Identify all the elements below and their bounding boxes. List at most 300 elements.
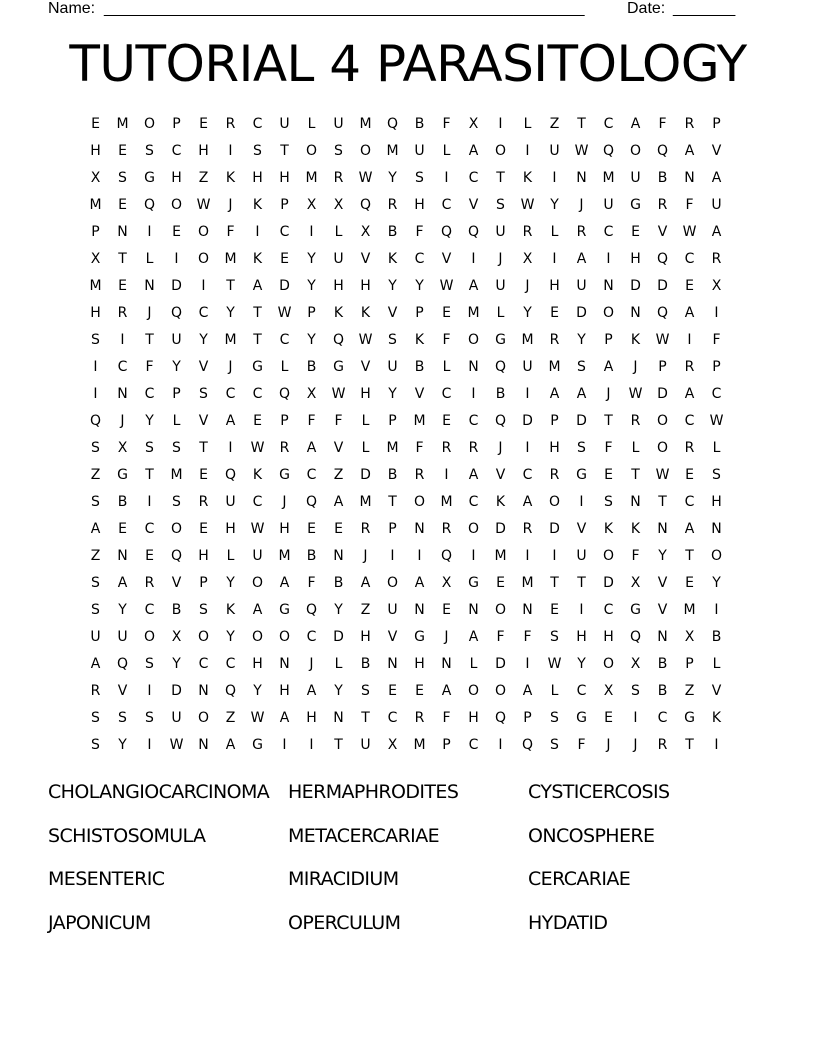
grid-letter: F: [226, 224, 235, 240]
grid-letter: R: [414, 710, 425, 726]
grid-letter: N: [198, 683, 209, 699]
grid-letter: S: [334, 143, 343, 159]
grid-letter: K: [630, 332, 641, 348]
word-list-item: MIRACIDIUM: [288, 868, 399, 890]
grid-letter: H: [90, 305, 101, 321]
grid-letter: T: [685, 548, 694, 564]
grid-letter: C: [198, 305, 209, 321]
word-list-item: CYSTICERCOSIS: [528, 781, 670, 803]
grid-letter: N: [198, 737, 209, 753]
grid-letter: E: [685, 278, 694, 294]
grid-letter: W: [547, 656, 562, 672]
grid-letter: L: [280, 359, 289, 375]
grid-letter: S: [118, 710, 127, 726]
grid-letter: E: [199, 116, 208, 132]
grid-row: [82, 303, 730, 330]
grid-letter: U: [711, 197, 722, 213]
grid-letter: E: [118, 521, 127, 537]
grid-letter: M: [548, 359, 561, 375]
grid-letter: G: [576, 710, 587, 726]
grid-letter: I: [444, 170, 449, 186]
grid-letter: A: [306, 440, 317, 456]
grid-letter: V: [657, 575, 668, 591]
grid-letter: C: [198, 656, 209, 672]
grid-letter: Q: [521, 737, 534, 753]
grid-letter: Q: [305, 494, 318, 510]
grid-letter: K: [522, 170, 533, 186]
grid-letter: P: [712, 116, 721, 132]
grid-letter: I: [471, 386, 476, 402]
grid-row: [82, 735, 730, 762]
grid-letter: J: [498, 251, 503, 267]
grid-letter: Z: [549, 116, 560, 132]
grid-letter: V: [333, 440, 344, 456]
grid-letter: O: [413, 494, 426, 510]
grid-letter: X: [630, 575, 641, 591]
grid-letter: K: [360, 305, 371, 321]
grid-letter: H: [252, 170, 263, 186]
grid-letter: L: [226, 548, 235, 564]
grid-letter: Q: [656, 143, 669, 159]
grid-letter: V: [360, 359, 371, 375]
grid-letter: Y: [658, 548, 667, 564]
grid-letter: F: [658, 116, 667, 132]
grid-letter: U: [603, 197, 614, 213]
grid-letter: Y: [307, 278, 316, 294]
grid-letter: M: [170, 467, 183, 483]
grid-letter: W: [169, 737, 184, 753]
grid-letter: F: [307, 413, 316, 429]
grid-letter: X: [333, 197, 344, 213]
grid-letter: W: [250, 521, 265, 537]
grid-letter: N: [657, 521, 668, 537]
grid-letter: E: [496, 575, 505, 591]
grid-letter: C: [711, 386, 722, 402]
grid-letter: D: [522, 413, 533, 429]
grid-letter: S: [91, 737, 100, 753]
grid-letter: U: [630, 170, 641, 186]
grid-letter: C: [252, 386, 263, 402]
grid-letter: R: [711, 251, 722, 267]
grid-letter: I: [552, 170, 557, 186]
grid-letter: N: [630, 494, 641, 510]
grid-letter: P: [415, 305, 424, 321]
grid-letter: I: [147, 494, 152, 510]
grid-row: [82, 708, 730, 735]
grid-letter: M: [359, 116, 372, 132]
grid-letter: E: [199, 521, 208, 537]
grid-letter: M: [602, 170, 615, 186]
grid-letter: A: [279, 575, 290, 591]
grid-letter: C: [414, 251, 425, 267]
grid-letter: X: [117, 440, 128, 456]
grid-letter: Z: [684, 683, 695, 699]
grid-letter: L: [334, 656, 343, 672]
grid-letter: W: [277, 305, 292, 321]
grid-letter: O: [386, 575, 399, 591]
grid-letter: I: [606, 251, 611, 267]
grid-letter: R: [387, 197, 398, 213]
grid-letter: N: [630, 305, 641, 321]
grid-letter: Q: [494, 413, 507, 429]
grid-letter: E: [118, 197, 127, 213]
grid-letter: W: [196, 197, 211, 213]
word-list-item: HERMAPHRODITES: [288, 781, 459, 803]
grid-letter: V: [387, 305, 398, 321]
grid-letter: C: [171, 143, 182, 159]
grid-letter: V: [441, 251, 452, 267]
grid-letter: Z: [90, 548, 101, 564]
grid-letter: A: [252, 278, 263, 294]
grid-letter: A: [684, 386, 695, 402]
grid-letter: T: [199, 440, 208, 456]
grid-letter: Y: [226, 629, 235, 645]
grid-letter: W: [682, 224, 697, 240]
grid-letter: S: [199, 602, 208, 618]
grid-letter: Z: [333, 467, 344, 483]
grid-letter: U: [522, 359, 533, 375]
grid-letter: S: [415, 170, 424, 186]
grid-letter: N: [414, 602, 425, 618]
grid-letter: S: [604, 494, 613, 510]
grid-letter: R: [522, 521, 533, 537]
grid-letter: Q: [224, 683, 237, 699]
grid-letter: C: [576, 683, 587, 699]
grid-letter: D: [495, 521, 506, 537]
grid-letter: A: [711, 170, 722, 186]
grid-letter: Z: [198, 170, 209, 186]
grid-letter: R: [360, 521, 371, 537]
grid-letter: Y: [388, 386, 397, 402]
grid-letter: U: [333, 251, 344, 267]
grid-letter: Q: [494, 359, 507, 375]
grid-letter: B: [333, 575, 344, 591]
grid-letter: E: [388, 683, 397, 699]
grid-letter: T: [658, 494, 667, 510]
grid-letter: V: [171, 575, 182, 591]
grid-letter: B: [306, 359, 317, 375]
grid-letter: H: [171, 170, 182, 186]
grid-letter: W: [520, 197, 535, 213]
grid-letter: G: [468, 575, 479, 591]
grid-letter: L: [334, 224, 343, 240]
grid-letter: G: [144, 170, 155, 186]
grid-letter: S: [172, 494, 181, 510]
grid-letter: G: [684, 710, 695, 726]
grid-letter: V: [657, 224, 668, 240]
grid-letter: T: [334, 737, 343, 753]
grid-letter: C: [144, 386, 155, 402]
grid-letter: R: [333, 170, 344, 186]
grid-letter: I: [228, 440, 233, 456]
grid-letter: S: [145, 710, 154, 726]
grid-letter: W: [439, 278, 454, 294]
grid-letter: J: [309, 656, 314, 672]
grid-letter: U: [576, 548, 587, 564]
grid-letter: D: [657, 278, 668, 294]
grid-letter: X: [522, 251, 533, 267]
grid-letter: R: [90, 683, 101, 699]
grid-letter: B: [387, 467, 398, 483]
grid-letter: I: [282, 737, 287, 753]
word-list-item: ONCOSPHERE: [528, 824, 655, 847]
grid-letter: R: [630, 413, 641, 429]
grid-letter: E: [118, 278, 127, 294]
grid-letter: T: [604, 413, 613, 429]
grid-row: [82, 141, 730, 168]
grid-letter: A: [252, 602, 263, 618]
grid-letter: Y: [388, 278, 397, 294]
grid-letter: V: [414, 386, 425, 402]
grid-letter: B: [657, 656, 668, 672]
grid-letter: L: [550, 683, 559, 699]
grid-letter: P: [91, 224, 100, 240]
grid-letter: E: [118, 143, 127, 159]
grid-letter: U: [414, 143, 425, 159]
grid-letter: M: [89, 197, 102, 213]
grid-letter: N: [711, 521, 722, 537]
grid-letter: Y: [226, 575, 235, 591]
grid-letter: R: [441, 440, 452, 456]
grid-letter: S: [712, 467, 721, 483]
grid-letter: O: [494, 683, 507, 699]
grid-letter: I: [93, 359, 98, 375]
grid-letter: J: [606, 737, 611, 753]
grid-letter: J: [525, 278, 530, 294]
grid-letter: I: [579, 602, 584, 618]
grid-letter: R: [657, 197, 668, 213]
grid-letter: R: [117, 305, 128, 321]
grid-row: [82, 114, 730, 141]
grid-letter: I: [633, 710, 638, 726]
grid-letter: J: [147, 305, 152, 321]
grid-letter: L: [361, 440, 370, 456]
grid-letter: R: [144, 575, 155, 591]
grid-letter: G: [279, 467, 290, 483]
grid-letter: S: [550, 737, 559, 753]
grid-letter: X: [684, 629, 695, 645]
grid-letter: L: [712, 656, 721, 672]
grid-letter: S: [550, 629, 559, 645]
grid-letter: T: [361, 710, 370, 726]
grid-letter: G: [333, 359, 344, 375]
grid-letter: Y: [226, 305, 235, 321]
grid-row: [82, 330, 730, 357]
grid-letter: A: [468, 143, 479, 159]
grid-letter: K: [387, 251, 398, 267]
grid-letter: P: [307, 305, 316, 321]
grid-letter: Q: [656, 251, 669, 267]
grid-letter: C: [468, 170, 479, 186]
grid-letter: T: [685, 737, 694, 753]
grid-letter: T: [577, 116, 586, 132]
grid-letter: R: [225, 116, 236, 132]
grid-letter: G: [495, 332, 506, 348]
grid-letter: H: [549, 278, 560, 294]
grid-letter: P: [172, 116, 181, 132]
grid-letter: T: [280, 143, 289, 159]
grid-letter: O: [602, 656, 615, 672]
grid-letter: I: [579, 494, 584, 510]
grid-letter: C: [603, 224, 614, 240]
grid-letter: X: [711, 278, 722, 294]
grid-letter: H: [630, 251, 641, 267]
grid-letter: A: [576, 251, 587, 267]
page-title: TUTORIAL 4 PARASITOLOGY: [69, 35, 747, 93]
grid-letter: A: [684, 305, 695, 321]
grid-letter: M: [413, 737, 426, 753]
grid-letter: H: [333, 278, 344, 294]
grid-letter: A: [603, 359, 614, 375]
grid-letter: N: [117, 224, 128, 240]
grid-letter: O: [602, 305, 615, 321]
grid-letter: H: [279, 170, 290, 186]
grid-letter: R: [414, 467, 425, 483]
grid-letter: E: [442, 602, 451, 618]
grid-letter: D: [171, 278, 182, 294]
word-list-item: CERCARIAE: [528, 868, 631, 890]
grid-letter: X: [90, 251, 101, 267]
grid-letter: R: [279, 440, 290, 456]
grid-letter: X: [603, 683, 614, 699]
grid-letter: O: [170, 197, 183, 213]
grid-letter: V: [576, 521, 587, 537]
grid-letter: A: [306, 683, 317, 699]
grid-letter: X: [387, 737, 398, 753]
grid-letter: I: [552, 251, 557, 267]
grid-letter: B: [414, 116, 425, 132]
grid-letter: R: [522, 224, 533, 240]
grid-letter: Q: [602, 143, 615, 159]
grid-letter: S: [145, 143, 154, 159]
grid-letter: V: [198, 413, 209, 429]
grid-letter: C: [468, 494, 479, 510]
grid-letter: N: [117, 548, 128, 564]
grid-letter: Y: [172, 359, 181, 375]
grid-row: [82, 627, 730, 654]
grid-letter: I: [390, 548, 395, 564]
grid-letter: J: [228, 197, 233, 213]
grid-letter: B: [117, 494, 128, 510]
grid-letter: K: [225, 170, 236, 186]
grid-letter: I: [309, 224, 314, 240]
word-list-item: METACERCARIAE: [288, 824, 439, 847]
grid-letter: O: [467, 332, 480, 348]
grid-letter: S: [631, 683, 640, 699]
grid-letter: A: [279, 710, 290, 726]
grid-letter: C: [603, 116, 614, 132]
grid-letter: A: [468, 629, 479, 645]
grid-letter: G: [252, 359, 263, 375]
grid-letter: C: [306, 629, 317, 645]
grid-letter: H: [576, 629, 587, 645]
grid-letter: A: [333, 494, 344, 510]
grid-letter: Y: [118, 602, 127, 618]
word-list-item: MESENTERIC: [48, 868, 165, 890]
grid-letter: S: [253, 143, 262, 159]
grid-letter: C: [252, 116, 263, 132]
grid-letter: I: [93, 386, 98, 402]
grid-letter: I: [525, 143, 530, 159]
grid-letter: L: [550, 224, 559, 240]
grid-letter: R: [657, 737, 668, 753]
grid-letter: S: [172, 440, 181, 456]
grid-letter: T: [496, 170, 505, 186]
grid-letter: C: [684, 494, 695, 510]
grid-letter: L: [307, 116, 316, 132]
grid-letter: S: [145, 440, 154, 456]
grid-letter: K: [333, 305, 344, 321]
grid-letter: L: [469, 656, 478, 672]
grid-letter: L: [631, 440, 640, 456]
grid-letter: H: [468, 710, 479, 726]
grid-letter: C: [684, 413, 695, 429]
grid-letter: S: [199, 386, 208, 402]
grid-letter: F: [577, 737, 586, 753]
grid-letter: M: [521, 332, 534, 348]
grid-letter: T: [145, 467, 154, 483]
grid-letter: N: [468, 602, 479, 618]
word-list: [48, 778, 768, 952]
grid-row: [82, 681, 730, 708]
grid-letter: O: [602, 548, 615, 564]
grid-letter: I: [714, 305, 719, 321]
grid-letter: F: [415, 224, 424, 240]
grid-letter: O: [359, 143, 372, 159]
word-list-item: SCHISTOSOMULA: [48, 824, 206, 847]
grid-row: [82, 168, 730, 195]
grid-letter: A: [549, 386, 560, 402]
grid-letter: P: [172, 386, 181, 402]
grid-letter: Y: [577, 656, 586, 672]
grid-letter: L: [496, 305, 505, 321]
grid-letter: M: [278, 548, 291, 564]
grid-letter: Q: [89, 413, 102, 429]
grid-letter: C: [603, 602, 614, 618]
grid-letter: E: [334, 521, 343, 537]
grid-letter: R: [468, 440, 479, 456]
grid-letter: F: [145, 359, 154, 375]
grid-letter: I: [714, 737, 719, 753]
grid-letter: E: [280, 251, 289, 267]
grid-letter: M: [224, 251, 237, 267]
grid-letter: O: [494, 602, 507, 618]
grid-letter: N: [387, 656, 398, 672]
grid-letter: S: [91, 332, 100, 348]
grid-letter: A: [441, 683, 452, 699]
grid-letter: T: [388, 494, 397, 510]
grid-letter: Q: [359, 197, 372, 213]
grid-letter: M: [683, 602, 696, 618]
grid-letter: X: [90, 170, 101, 186]
grid-letter: O: [548, 494, 561, 510]
grid-letter: B: [657, 683, 668, 699]
grid-letter: K: [495, 494, 506, 510]
grid-letter: K: [711, 710, 722, 726]
grid-row: [82, 465, 730, 492]
grid-letter: J: [363, 548, 368, 564]
grid-letter: Q: [332, 332, 345, 348]
grid-letter: Y: [307, 332, 316, 348]
grid-letter: W: [358, 332, 373, 348]
grid-letter: D: [576, 413, 587, 429]
grid-letter: M: [494, 548, 507, 564]
grid-letter: E: [550, 602, 559, 618]
grid-letter: W: [250, 440, 265, 456]
grid-letter: T: [631, 467, 640, 483]
grid-letter: A: [711, 224, 722, 240]
grid-letter: U: [360, 737, 371, 753]
